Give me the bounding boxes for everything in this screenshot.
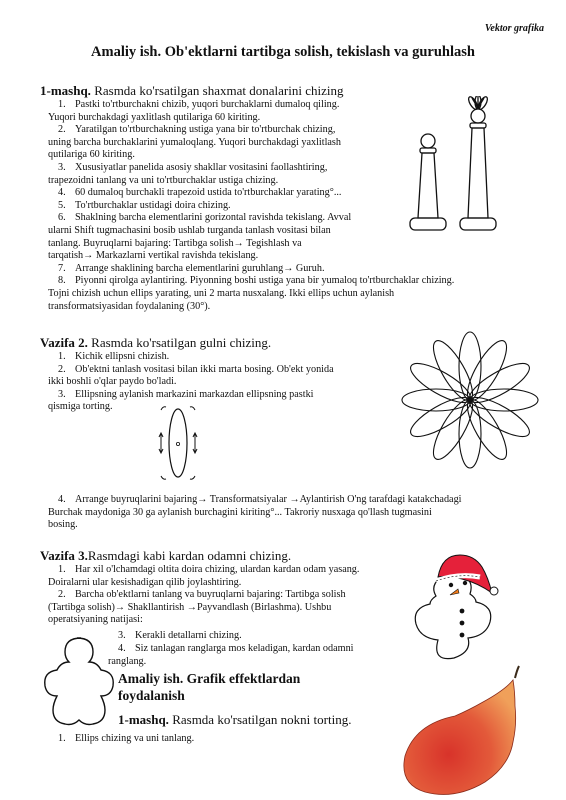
list-item-number: 6. (58, 212, 66, 224)
list-item-line (58, 389, 388, 402)
flower-petal (470, 389, 538, 411)
task3-item4 (108, 643, 388, 668)
list-item-line (48, 376, 388, 389)
list-item-line (118, 643, 388, 656)
list-item-text: ikki boshli o'qlar paydo bo'ladi. (48, 376, 177, 388)
list-item-text: Pastki to'rtburchakni chizib, yuqori burchaklarni dumaloq qiling. (75, 99, 340, 110)
pear-illustration (395, 662, 535, 797)
list-item-text: Ob'ektni tanlash vositasi bilan ikki marta bosing. Ob'ekt yonida (75, 363, 334, 375)
list-item-number: 1. (58, 351, 66, 362)
list-item-line (108, 656, 388, 669)
list-item-number: 4. (58, 187, 66, 199)
list-item-number: 8. (58, 275, 66, 287)
list-item-text: Barcha ob'ektlarni tanlang va buyruqlarni bajaring: Tartibga solish (75, 589, 346, 601)
page-title: Amaliy ish. Ob'ektlarni tartibga solish, tekislash va guruhlash (91, 44, 475, 60)
task2-item4 (48, 494, 528, 532)
section2-title: Amaliy ish. Grafik effektlardan foydalanish (118, 671, 301, 703)
list-item-text: Kichik ellipsni chizish. (75, 351, 170, 362)
list-item-number: 3. (58, 161, 66, 173)
list-item-text: ularni Shift tugmachasini bosib ushlab turganda tanlash vositasi bilan (48, 224, 331, 236)
list-item-text: qutilariga 60 kiriting. (48, 149, 135, 161)
list-item-line (58, 351, 388, 364)
list-item-number: 2. (58, 589, 66, 601)
list-item-line (48, 288, 518, 301)
list-item-line (58, 589, 398, 602)
list-item-line (48, 507, 528, 520)
snowman-illustration (408, 545, 518, 665)
list-item-text: Arrange shaklining barcha elementlarini guruhlang→ Guruh. (75, 262, 325, 274)
merged-circles-outline (34, 632, 120, 732)
list-item-text: (Tartibga solish)→ Shakllantirish →Payvandlash (Birlashma). Ushbu (48, 601, 332, 613)
list-item-line (58, 494, 528, 507)
list-item-number: 7. (58, 262, 66, 274)
flower-petal (406, 390, 476, 443)
list-item-line (48, 250, 518, 263)
list-item-text: Doiralarni ular kesishadigan qilib joylashtiring. (48, 576, 242, 588)
list-item-text: tanlang. Buyruqlarni bajaring: Tartibga solish→ Tegishlash va (48, 237, 302, 249)
flower-petal (460, 336, 513, 406)
task3-item3 (118, 630, 388, 643)
ellipse-rotation-illustration (158, 404, 198, 482)
section2-heading: 1-mashq. Rasmda ko'rsatilgan nokni torting. (118, 712, 352, 727)
list-item-text: ranglang. (108, 655, 147, 667)
header-label: Vektor grafika (484, 23, 544, 34)
list-item-text: Xususiyatlar panelida asosiy shakllar vositasini faollashtiring, (75, 161, 328, 173)
list-item-number: 1. (58, 99, 66, 110)
list-item-text: Tojni chizish uchun ellips yarating, uni 2 marta nusxalang. Ikki ellips uchun aylanish (48, 287, 395, 299)
list-item-text: Har xil o'lchamdagi oltita doira chizing, ulardan kardan odam yasang. (75, 564, 360, 575)
list-item-line (48, 602, 398, 615)
list-item-text: uning barcha burchaklarini yumaloqlang. Yuqori burchakdagi yaxlitlash (48, 136, 341, 148)
list-item-text: To'rtburchaklar ustidagi doira chizing. (75, 199, 231, 211)
list-item-line (58, 364, 388, 377)
list-item-text: operatsiyaning natijasi: (48, 614, 143, 626)
list-item-text: Shaklning barcha elementlarini gorizontal ravishda tekislang. Avval (75, 212, 352, 224)
list-item-number: 5. (58, 199, 66, 211)
list-item-text: Arrange buyruqlarini bajaring→ Transformatsiyalar →Aylantirish O'ng tarafdagi katakchadagi (75, 494, 462, 505)
list-item-number: 2. (58, 124, 66, 136)
chess-pieces-illustration (398, 96, 513, 236)
list-item-text: Yuqori burchakdagi yaxlitlash qutilariga 60 kiriting. (48, 111, 261, 123)
list-item-number: 3. (58, 388, 66, 400)
list-item-text: Ellipsning aylanish markazini markazdan ellipsning pastki (75, 388, 314, 400)
list-item-line (48, 401, 388, 414)
list-item-text: qismiga torting. (48, 401, 113, 413)
list-item-line (58, 275, 518, 288)
flower-petal (406, 356, 476, 409)
list-item-number: 4. (118, 643, 126, 654)
list-item-text: bosing. (48, 519, 78, 531)
list-item-number: 2. (58, 363, 66, 375)
list-item-number: 4. (58, 494, 66, 505)
task2-heading: Vazifa 2. Rasmda ko'rsatilgan gulni chizing. (40, 335, 272, 350)
list-item-line (48, 301, 518, 314)
list-item-text: tarqatish→ Markazlarni vertikal ravishda tekislang. (48, 250, 259, 262)
task1-heading: 1-mashq. Rasmda ko'rsatilgan shaxmat donalarini chizing (40, 83, 344, 98)
task2-list (48, 351, 388, 414)
list-item-number: 1. (58, 733, 66, 744)
flower-petal (426, 336, 479, 406)
pawn-head (421, 134, 435, 148)
list-item-line (48, 614, 398, 627)
list-item-text: Yaratilgan to'rtburchakning ustiga yana bir to'rtburchak chizing, (75, 124, 336, 136)
list-item-line (48, 519, 528, 532)
list-item-line (58, 733, 358, 746)
list-item-line (48, 577, 398, 590)
list-item-text: Ellips chizing va uni tanlang. (75, 733, 195, 744)
flower-petal (465, 390, 535, 443)
list-item-line (58, 564, 398, 577)
list-item-text: Burchak maydoniga 30 ga aylanish burchagini kiriting°... Takroriy nusxaga qo'llash tugmasini (48, 506, 432, 518)
list-item-text: 60 dumaloq burchakli trapezoid ustida to'rtburchaklar yarating°... (75, 187, 342, 199)
list-item-number: 1. (58, 564, 66, 575)
flower-petal (459, 400, 481, 468)
list-item-text: trapezoidni tanlang va uni to'rtburchaklar ustiga chizing. (48, 174, 279, 186)
list-item-text: Piyonni qirolga aylantiring. Piyonning boshi ustiga yana bir yumaloq to'rtburchaklar chizing. (75, 275, 455, 287)
flower-petal (402, 389, 470, 411)
list-item-line (48, 238, 518, 251)
list-item-line (58, 263, 518, 276)
flower-petal (460, 395, 513, 465)
list-item-text: transformatsiyasidan foydalaning (30°). (48, 300, 211, 312)
section2-list (58, 733, 358, 746)
flower-petal (459, 332, 481, 400)
task3-list (48, 564, 398, 627)
flower-illustration (395, 325, 545, 475)
flower-petal (426, 395, 479, 465)
task3-heading: Vazifa 3.Rasmdagi kabi kardan odamni chizing. (40, 548, 292, 563)
list-item-text: Siz tanlagan ranglarga mos keladigan, kardan odamni (135, 643, 354, 654)
flower-petal (465, 356, 535, 409)
list-item-line (118, 630, 388, 643)
list-item-text: Kerakli detallarni chizing. (135, 630, 242, 641)
list-item-number: 3. (118, 630, 126, 641)
